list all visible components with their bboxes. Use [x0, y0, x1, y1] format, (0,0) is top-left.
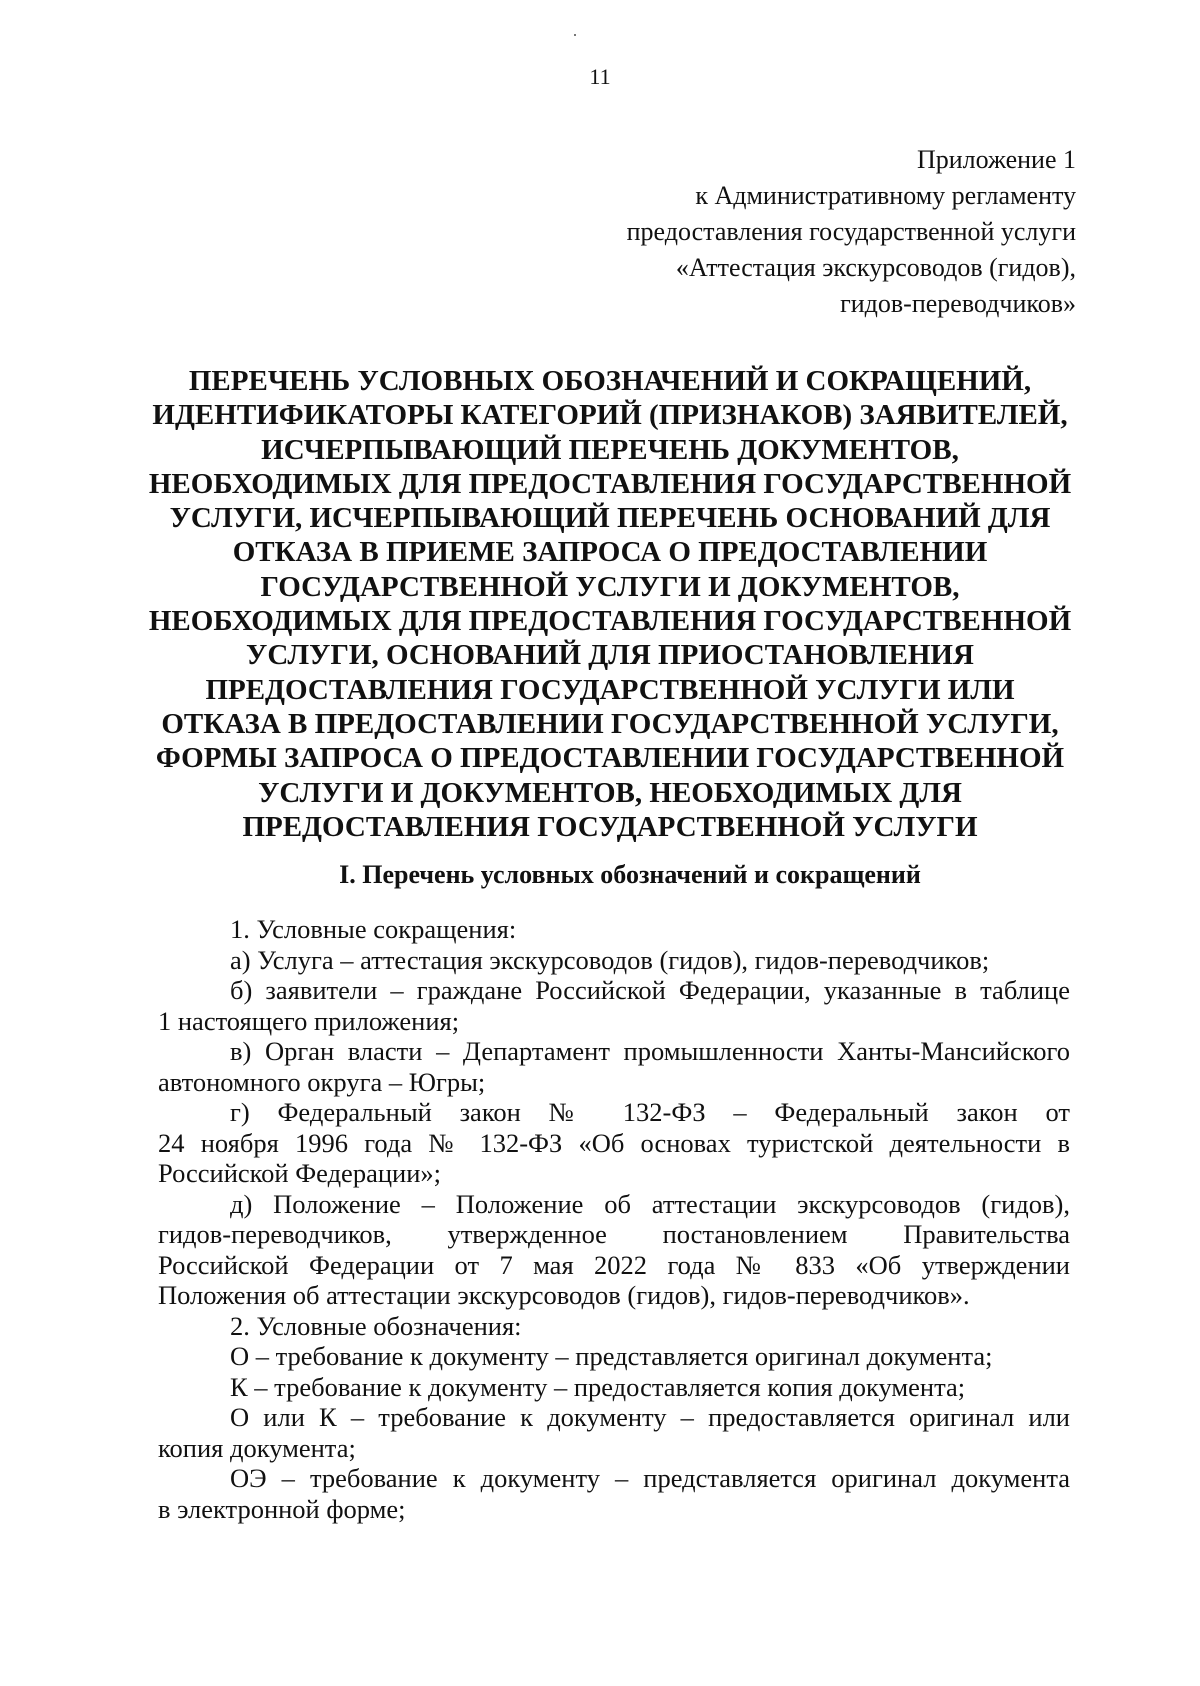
- body-line: О – требование к документу – представляется оригинал документа;: [230, 1341, 993, 1371]
- title-line: ОТКАЗА В ПРИЕМЕ ЗАПРОСА О ПРЕДОСТАВЛЕНИИ: [232, 536, 988, 569]
- title-line: УСЛУГИ, ОСНОВАНИЙ ДЛЯ ПРИОСТАНОВЛЕНИЯ: [246, 639, 974, 672]
- body-line: 1. Условные сокращения:: [230, 914, 517, 944]
- appendix-line: к Административному регламенту: [695, 181, 1076, 210]
- title-line: ПРЕДОСТАВЛЕНИЯ ГОСУДАРСТВЕННОЙ УСЛУГИ ИЛИ: [205, 673, 1015, 706]
- title-line: ОТКАЗА В ПРЕДОСТАВЛЕНИИ ГОСУДАРСТВЕННОЙ УСЛУГИ,: [161, 707, 1059, 740]
- body-line: 2. Условные обозначения:: [230, 1310, 522, 1341]
- body-line: б) заявители – граждане Российской Федерации, указанные в таблице: [230, 975, 1070, 1005]
- section-heading-text: I. Перечень условных обозначений и сокращений: [339, 860, 921, 889]
- body-line: копия документа;: [158, 1432, 356, 1463]
- document-title: [140, 364, 1080, 844]
- body-line: 1 настоящего приложения;: [158, 1005, 460, 1036]
- body-line: д) Положение – Положение об аттестации экскурсоводов (гидов),: [230, 1188, 1070, 1219]
- appendix-line: гидов-переводчиков»: [840, 289, 1076, 318]
- body-line: Российской Федерации от 7 мая 2022 года № 833 «Об утверждении: [158, 1249, 1070, 1280]
- title-line: УСЛУГИ, ИСЧЕРПЫВАЮЩИЙ ПЕРЕЧЕНЬ ОСНОВАНИЙ ДЛЯ: [169, 502, 1051, 535]
- section-heading: [0, 858, 1200, 892]
- body-line: г) Федеральный закон № 132-ФЗ – Федеральный закон от: [230, 1097, 1070, 1127]
- body-line: а) Услуга – аттестация экскурсоводов (гидов), гидов-переводчиков;: [230, 944, 990, 975]
- scan-speck: [574, 34, 576, 36]
- title-line: ПЕРЕЧЕНЬ УСЛОВНЫХ ОБОЗНАЧЕНИЙ И СОКРАЩЕНИЙ,: [188, 365, 1032, 397]
- page-number: 11: [589, 64, 611, 89]
- title-line: ПРЕДОСТАВЛЕНИЯ ГОСУДАРСТВЕННОЙ УСЛУГИ: [242, 810, 978, 843]
- body-line: 24 ноября 1996 года № 132-ФЗ «Об основах туристской деятельности в: [158, 1127, 1070, 1158]
- body-line: Положения об аттестации экскурсоводов (гидов), гидов-переводчиков».: [158, 1280, 970, 1310]
- body-line: Российской Федерации»;: [158, 1158, 441, 1188]
- title-line: НЕОБХОДИМЫХ ДЛЯ ПРЕДОСТАВЛЕНИЯ ГОСУДАРСТВЕННОЙ: [148, 467, 1072, 500]
- appendix-line: Приложение 1: [916, 145, 1076, 174]
- body-line: О или К – требование к документу – предоставляется оригинал или: [230, 1402, 1070, 1432]
- body-line: в) Орган власти – Департамент промышленности Ханты-Мансийского: [230, 1036, 1070, 1066]
- title-line: ГОСУДАРСТВЕННОЙ УСЛУГИ И ДОКУМЕНТОВ,: [260, 570, 960, 603]
- document-body: [158, 914, 1070, 1524]
- appendix-line: «Аттестация экскурсоводов (гидов),: [675, 253, 1076, 282]
- title-line: ИДЕНТИФИКАТОРЫ КАТЕГОРИЙ (ПРИЗНАКОВ) ЗАЯВИТЕЛЕЙ,: [152, 399, 1068, 432]
- appendix-header: [627, 142, 1076, 322]
- body-line: К – требование к документу – предоставляется копия документа;: [230, 1371, 966, 1402]
- title-line: УСЛУГИ И ДОКУМЕНТОВ, НЕОБХОДИМЫХ ДЛЯ: [258, 776, 962, 809]
- body-line: в электронной форме;: [158, 1493, 406, 1524]
- body-line: ОЭ – требование к документу – представляется оригинал документа: [230, 1463, 1070, 1493]
- appendix-line: предоставления государственной услуги: [626, 217, 1076, 246]
- body-line: гидов-переводчиков, утвержденное постановлением Правительства: [158, 1219, 1070, 1249]
- title-line: ИСЧЕРПЫВАЮЩИЙ ПЕРЕЧЕНЬ ДОКУМЕНТОВ,: [261, 433, 959, 466]
- title-line: НЕОБХОДИМЫХ ДЛЯ ПРЕДОСТАВЛЕНИЯ ГОСУДАРСТВЕННОЙ: [148, 605, 1072, 638]
- body-line: автономного округа – Югры;: [158, 1066, 486, 1097]
- title-line: ФОРМЫ ЗАПРОСА О ПРЕДОСТАВЛЕНИИ ГОСУДАРСТВЕННОЙ: [155, 742, 1065, 775]
